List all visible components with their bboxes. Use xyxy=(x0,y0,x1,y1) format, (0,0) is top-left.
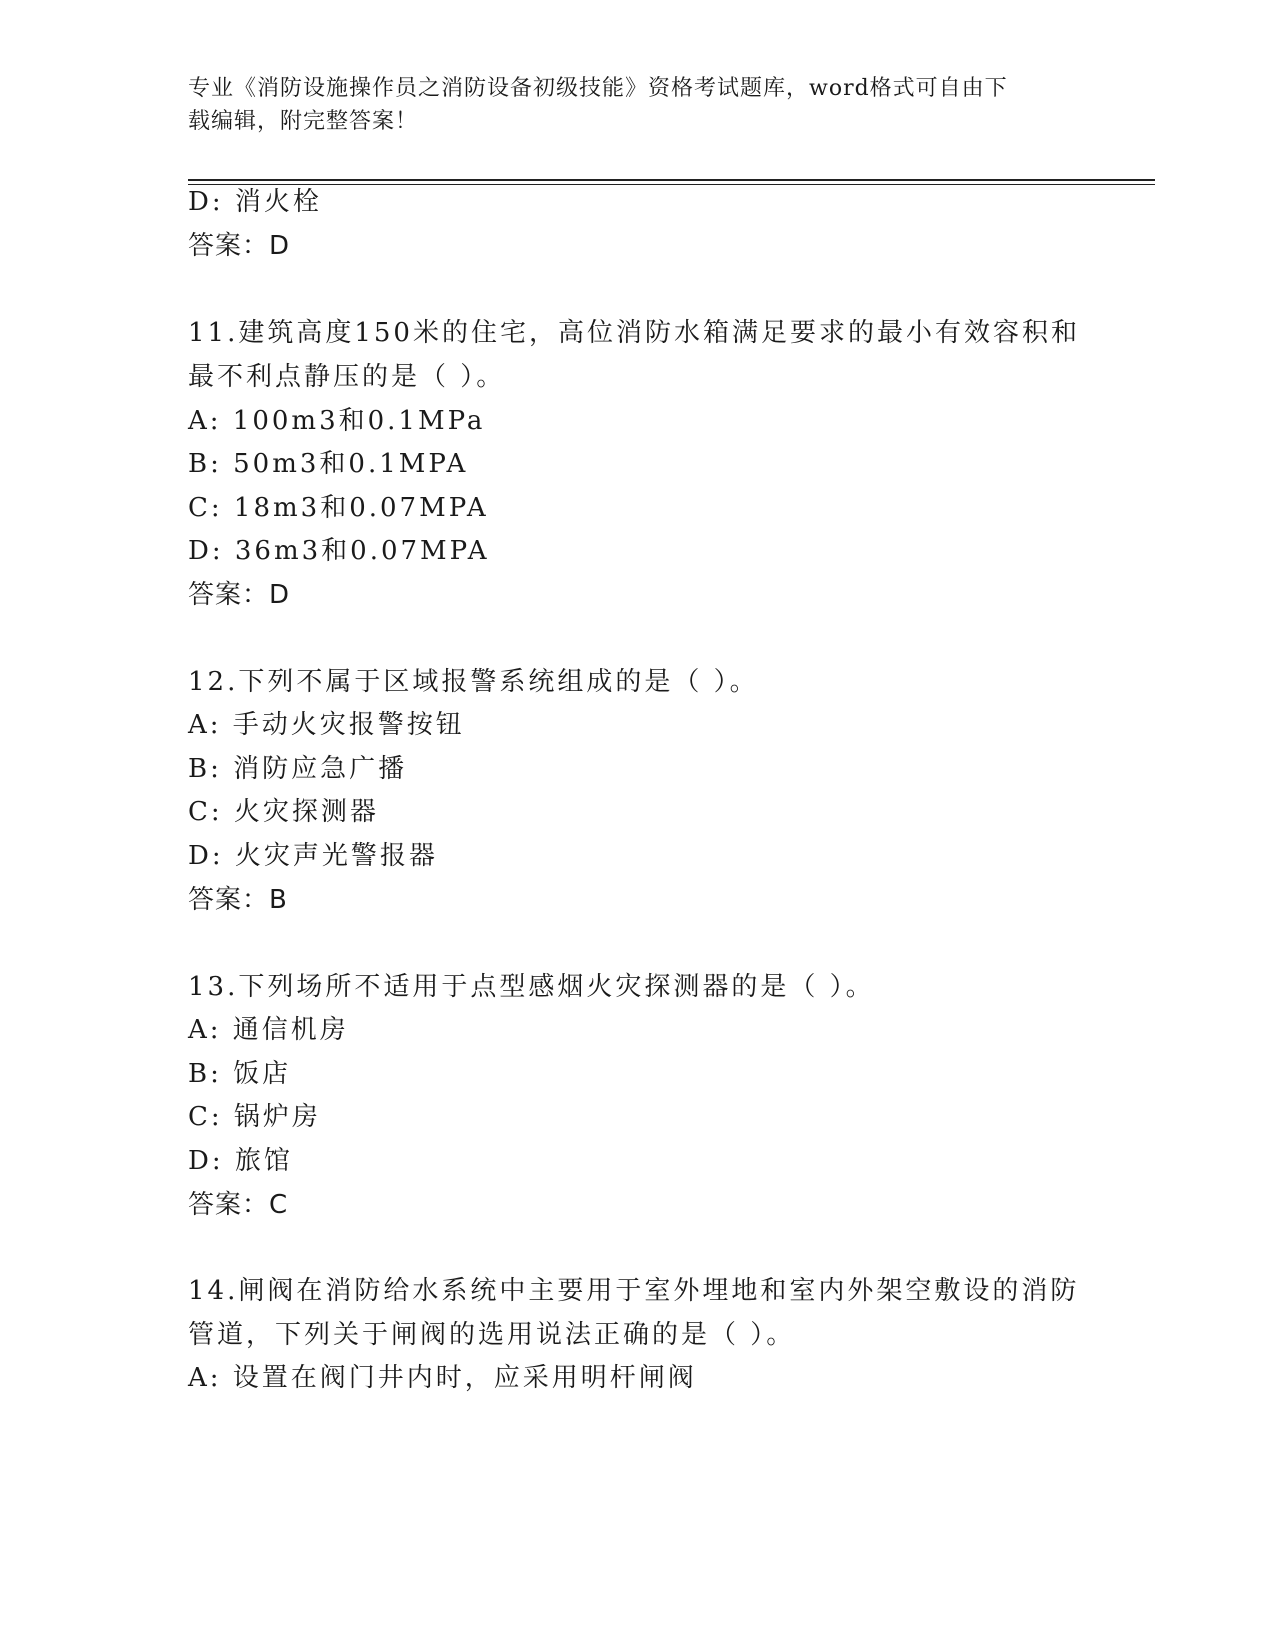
prev-option-d: D: 消火栓 xyxy=(188,187,322,217)
header-line-2: 载编辑，附完整答案！ xyxy=(188,109,419,134)
q12-option-d: D: 火灾声光警报器 xyxy=(188,841,438,871)
q13-option-c: C: 锅炉房 xyxy=(188,1102,321,1132)
q11-option-d: D: 36m3和0.07MPA xyxy=(188,536,490,566)
q13-option-a: A: 通信机房 xyxy=(188,1015,349,1045)
prev-answer: 答案：D xyxy=(188,231,291,261)
q12-option-c: C: 火灾探测器 xyxy=(188,797,379,827)
q11-stem-line-1: 11.建筑高度150米的住宅，高位消防水箱满足要求的最小有效容积和 xyxy=(188,318,1080,348)
q14-option-a: A: 设置在阀门井内时，应采用明杆闸阀 xyxy=(188,1363,697,1393)
q11-option-c: C: 18m3和0.07MPA xyxy=(188,493,489,523)
q14-stem-line-2: 管道，下列关于闸阀的选用说法正确的是（ ）。 xyxy=(188,1320,796,1350)
q11-option-b: B: 50m3和0.1MPA xyxy=(188,449,469,479)
q12-option-b: B: 消防应急广播 xyxy=(188,754,408,784)
header-line-1: 专业《消防设施操作员之消防设备初级技能》资格考试题库，word格式可自由下 xyxy=(188,76,1008,101)
q11-answer: 答案：D xyxy=(188,580,291,610)
q13-option-d: D: 旅馆 xyxy=(188,1146,293,1176)
q12-answer: 答案：B xyxy=(188,885,288,915)
q11-stem-line-2: 最不利点静压的是（ ）。 xyxy=(188,362,506,392)
q11-option-a: A: 100m3和0.1MPa xyxy=(188,406,486,436)
header-rule-thin xyxy=(188,184,1155,185)
q12-stem-line-1: 12.下列不属于区域报警系统组成的是（ ）。 xyxy=(188,667,759,697)
q13-option-b: B: 饭店 xyxy=(188,1059,292,1089)
q14-stem-line-1: 14.闸阀在消防给水系统中主要用于室外埋地和室内外架空敷设的消防 xyxy=(188,1276,1080,1306)
header-rule-thick xyxy=(188,179,1155,181)
document-header xyxy=(188,72,1088,138)
q13-stem-line-1: 13.下列场所不适用于点型感烟火灾探测器的是（ ）。 xyxy=(188,972,875,1002)
q12-option-a: A: 手动火灾报警按钮 xyxy=(188,710,465,740)
q13-answer: 答案：C xyxy=(188,1190,289,1220)
